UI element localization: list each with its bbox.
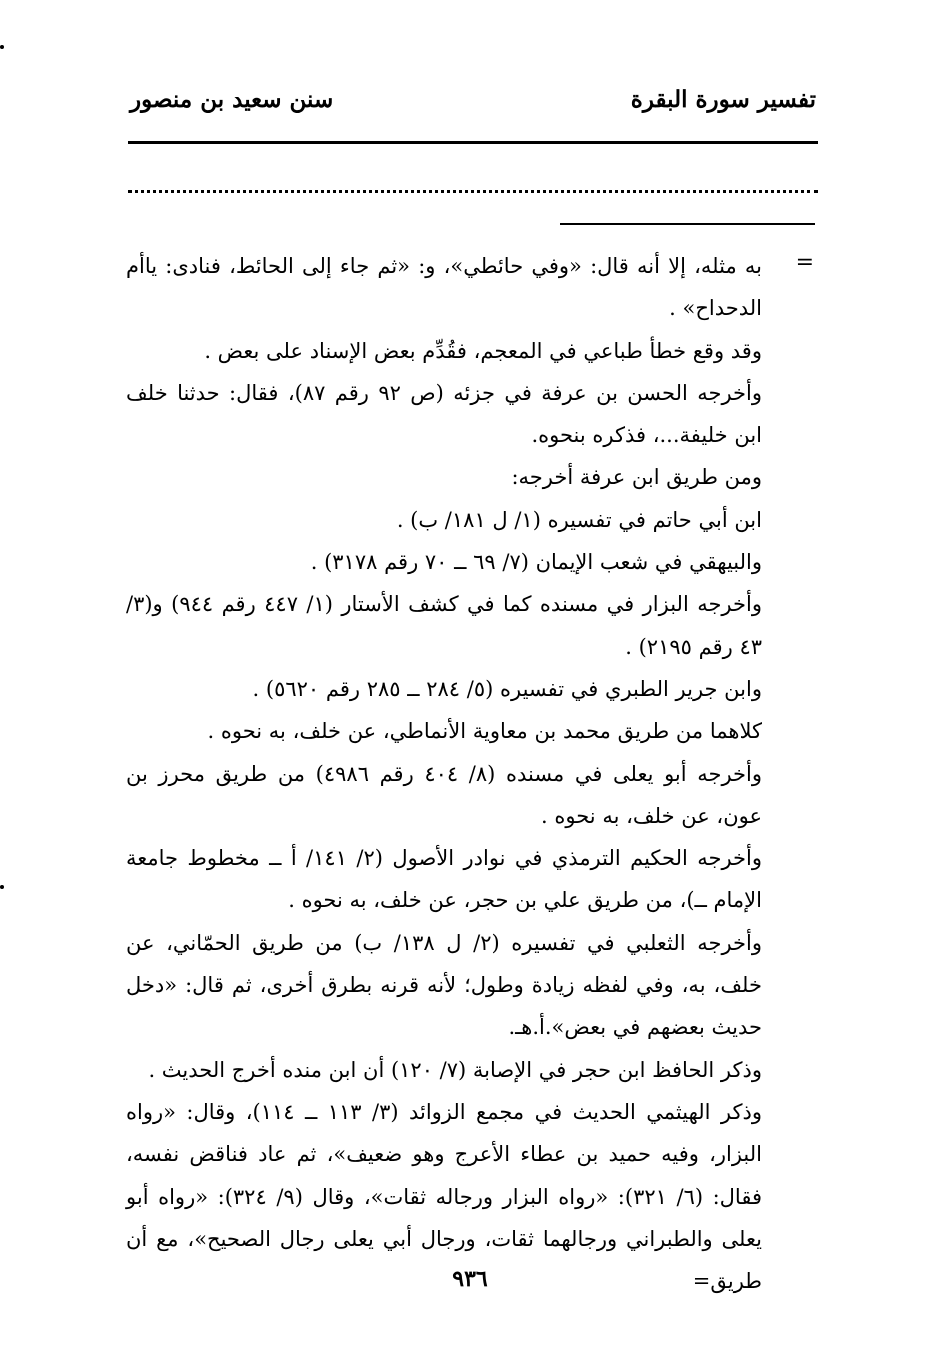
- page-number: ٩٣٦: [452, 1266, 488, 1292]
- paragraph: وذكر الهيثمي الحديث في مجمع الزوائد (٣/ ١١٣ ــ ١١٤)، وقال: «رواه البزار، وفيه حميد بن عطاء الأعرج وهو ضعيف»، ثم عاد فناقض نفسه، فقال: (٦/ ٣٢١): «رواه البزار ورجاله ثقات»، وقال (٩/ ٣٢٤): «رواه أبو يعلى والطبراني ورجالهما ثقات، ورجال أبي يعلى رجال الصحيح»، مع أن طريق=: [126, 1099, 762, 1294]
- scan-mark: [0, 45, 4, 49]
- paragraph: ومن طريق ابن عرفة أخرجه:: [511, 465, 762, 490]
- book-title: سنن سعيد بن منصور: [130, 86, 334, 113]
- paragraph: وأخرجه الثعلبي في تفسيره (٢/ ل ١٣٨/ ب) من طريق الحمّاني، عن خلف، به، وفي لفظه زيادة وطول؛ لأنه قرنه بطرق أخرى، ثم قال: «دخل حديث بعضهم في بعض».أ.هـ.: [126, 930, 763, 1040]
- paragraph: وأخرجه الحكيم الترمذي في نوادر الأصول (٢/ ١٤١/ أ ــ مخطوط جامعة الإمام ــ)، من طريق علي بن حجر، عن خلف، به نحوه .: [126, 846, 763, 913]
- paragraph: وذكر الحافظ ابن حجر في الإصابة (٧/ ١٢٠) أن ابن منده أخرج الحديث .: [148, 1057, 762, 1082]
- footnote-rule: [560, 223, 815, 225]
- header-rule: [128, 141, 818, 144]
- paragraph: ابن أبي حاتم في تفسيره (١/ ل ١٨١/ ب) .: [396, 507, 762, 532]
- paragraph: وابن جرير الطبري في تفسيره (٥/ ٢٨٤ ــ ٢٨٥ رقم ٥٦٢٠) .: [252, 676, 762, 701]
- scan-mark: [0, 885, 4, 889]
- paragraph: والبيهقي في شعب الإيمان (٧/ ٦٩ ــ ٧٠ رقم ٣١٧٨) .: [310, 550, 762, 575]
- continuation-mark: =: [795, 250, 814, 275]
- paragraph: كلاهما من طريق محمد بن معاوية الأنماطي، عن خلف، به نحوه .: [207, 719, 762, 744]
- paragraph: وأخرجه البزار في مسنده كما في كشف الأستار (١/ ٤٤٧ رقم ٩٤٤) و(٣/ ٤٣ رقم ٢١٩٥) .: [126, 592, 762, 659]
- running-header: [130, 86, 816, 126]
- paragraph: به مثله، إلا أنه قال: «وفي حائطي»، و: «ثم جاء إلى الحائط، فنادى: ياأم الدحداح» .: [126, 254, 762, 321]
- paragraph: وقد وقع خطأ طباعي في المعجم، فقُدِّم بعض الإسناد على بعض .: [204, 338, 762, 363]
- dotted-separator: [128, 190, 818, 193]
- paragraph: وأخرجه أبو يعلى في مسنده (٨/ ٤٠٤ رقم ٤٩٨٦) من طريق محرز بن عون، عن خلف، به نحوه .: [126, 761, 762, 828]
- chapter-title: تفسير سورة البقرة: [630, 86, 816, 113]
- footnote-body: [126, 245, 762, 1302]
- paragraph: وأخرجه الحسن بن عرفة في جزئه (ص ٩٢ رقم ٨٧)، فقال: حدثنا خلف ابن خليفة...، فذكره بنحوه.: [126, 380, 762, 448]
